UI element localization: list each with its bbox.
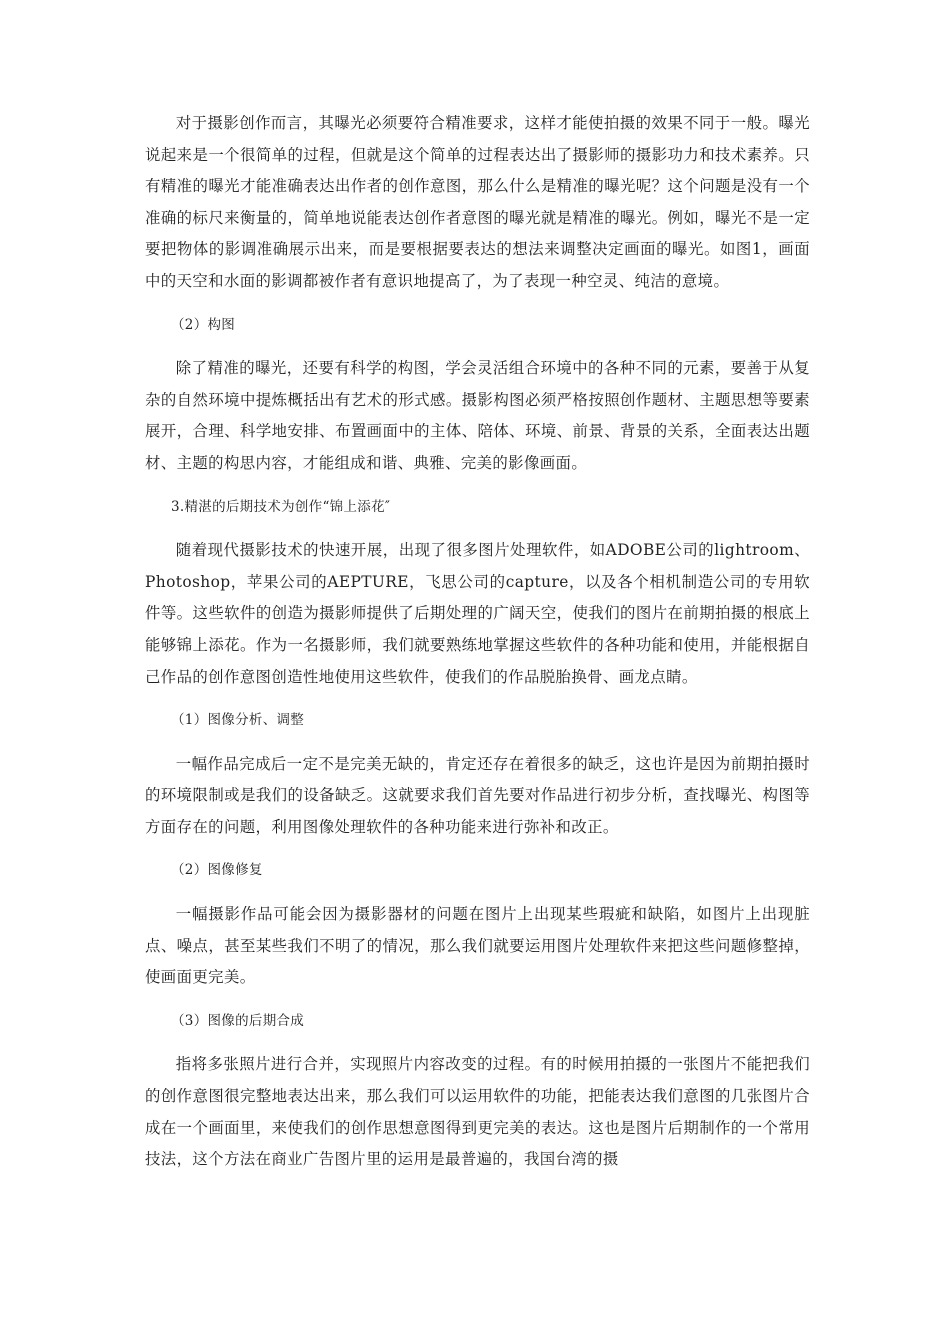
paragraph-image-repair: 一幅摄影作品可能会因为摄影器材的问题在图片上出现某些瑕疵和缺陷，如图片上出现脏点、噪点，甚至某些我们不明了的情况，那么我们就要运用图片处理软件来把这些问题修整掉，使画面更完美。 — [145, 905, 810, 987]
heading-image-repair: （2）图像修复 — [171, 862, 263, 879]
paragraph-image-analysis: 一幅作品完成后一定不是完美无缺的，肯定还存在着很多的缺乏，这也许是因为前期拍摄时的环境限制或是我们的设备缺乏。这就要求我们首先要对作品进行初步分析，查找曝光、构图等方面存在的问题，利用图像处理软件的各种功能来进行弥补和改正。 — [145, 754, 810, 836]
heading-image-compositing: （3）图像的后期合成 — [171, 1012, 305, 1029]
paragraph-exposure: 对于摄影创作而言，其曝光必须要符合精准要求，这样才能使拍摄的效果不同于一般。曝光说起来是一个很简单的过程，但就是这个简单的过程表达出了摄影师的摄影功力和技术素养。只有精准的曝光才能准确表达出作者的创作意图，那么什么是精准的曝光呢？这个问题是没有一个准确的标尺来衡量的，简单地说能表达创作者意图的曝光就是精准的曝光。例如，曝光不是一定要把物体的影调准确展示出来，而是要根据要表达的想法来调整决定画面的曝光。如图1，画面中的天空和水面的影调都被作者有意识地提高了，为了表现一种空灵、纯洁的意境。 — [145, 114, 810, 290]
paragraph-composition: 除了精准的曝光，还要有科学的构图，学会灵活组合环境中的各种不同的元素，要善于从复杂的自然环境中提炼概括出有艺术的形式感。摄影构图必须严格按照创作题材、主题思想等要素展开，合理、科学地安排、布置画面中的主体、陪体、环境、前景、背景的关系，全面表达出题材、主题的构思内容，才能组成和谐、典雅、完美的影像画面。 — [145, 359, 810, 472]
paragraph-software: 随着现代摄影技术的快速开展，出现了很多图片处理软件，如ADOBE公司的lightroom、Photoshop，苹果公司的AEPTURE，飞思公司的capture，以及各个相机制造公司的专用软件等。这些软件的创造为摄影师提供了后期处理的广阔天空，使我们的图片在前期拍摄的根底上能够锦上添花。作为一名摄影师，我们就要熟练地掌握这些软件的各种功能和使用，并能根据自己作品的创作意图创造性地使用这些软件，使我们的作品脱胎换骨、画龙点睛。 — [145, 541, 810, 686]
paragraph-image-compositing: 指将多张照片进行合并，实现照片内容改变的过程。有的时候用拍摄的一张图片不能把我们的创作意图很完整地表达出来，那么我们可以运用软件的功能，把能表达我们意图的几张图片合成在一个画面里，来使我们的创作思想意图得到更完美的表达。这也是图片后期制作的一个常用技法，这个方法在商业广告图片里的运用是最普遍的，我国台湾的摄 — [145, 1055, 810, 1169]
heading-composition: （2）构图 — [171, 316, 236, 333]
heading-image-analysis: （1）图像分析、调整 — [171, 712, 305, 729]
document-page — [145, 108, 810, 1176]
heading-post-processing: 3.精湛的后期技术为创作“锦上添花″ — [171, 498, 391, 515]
